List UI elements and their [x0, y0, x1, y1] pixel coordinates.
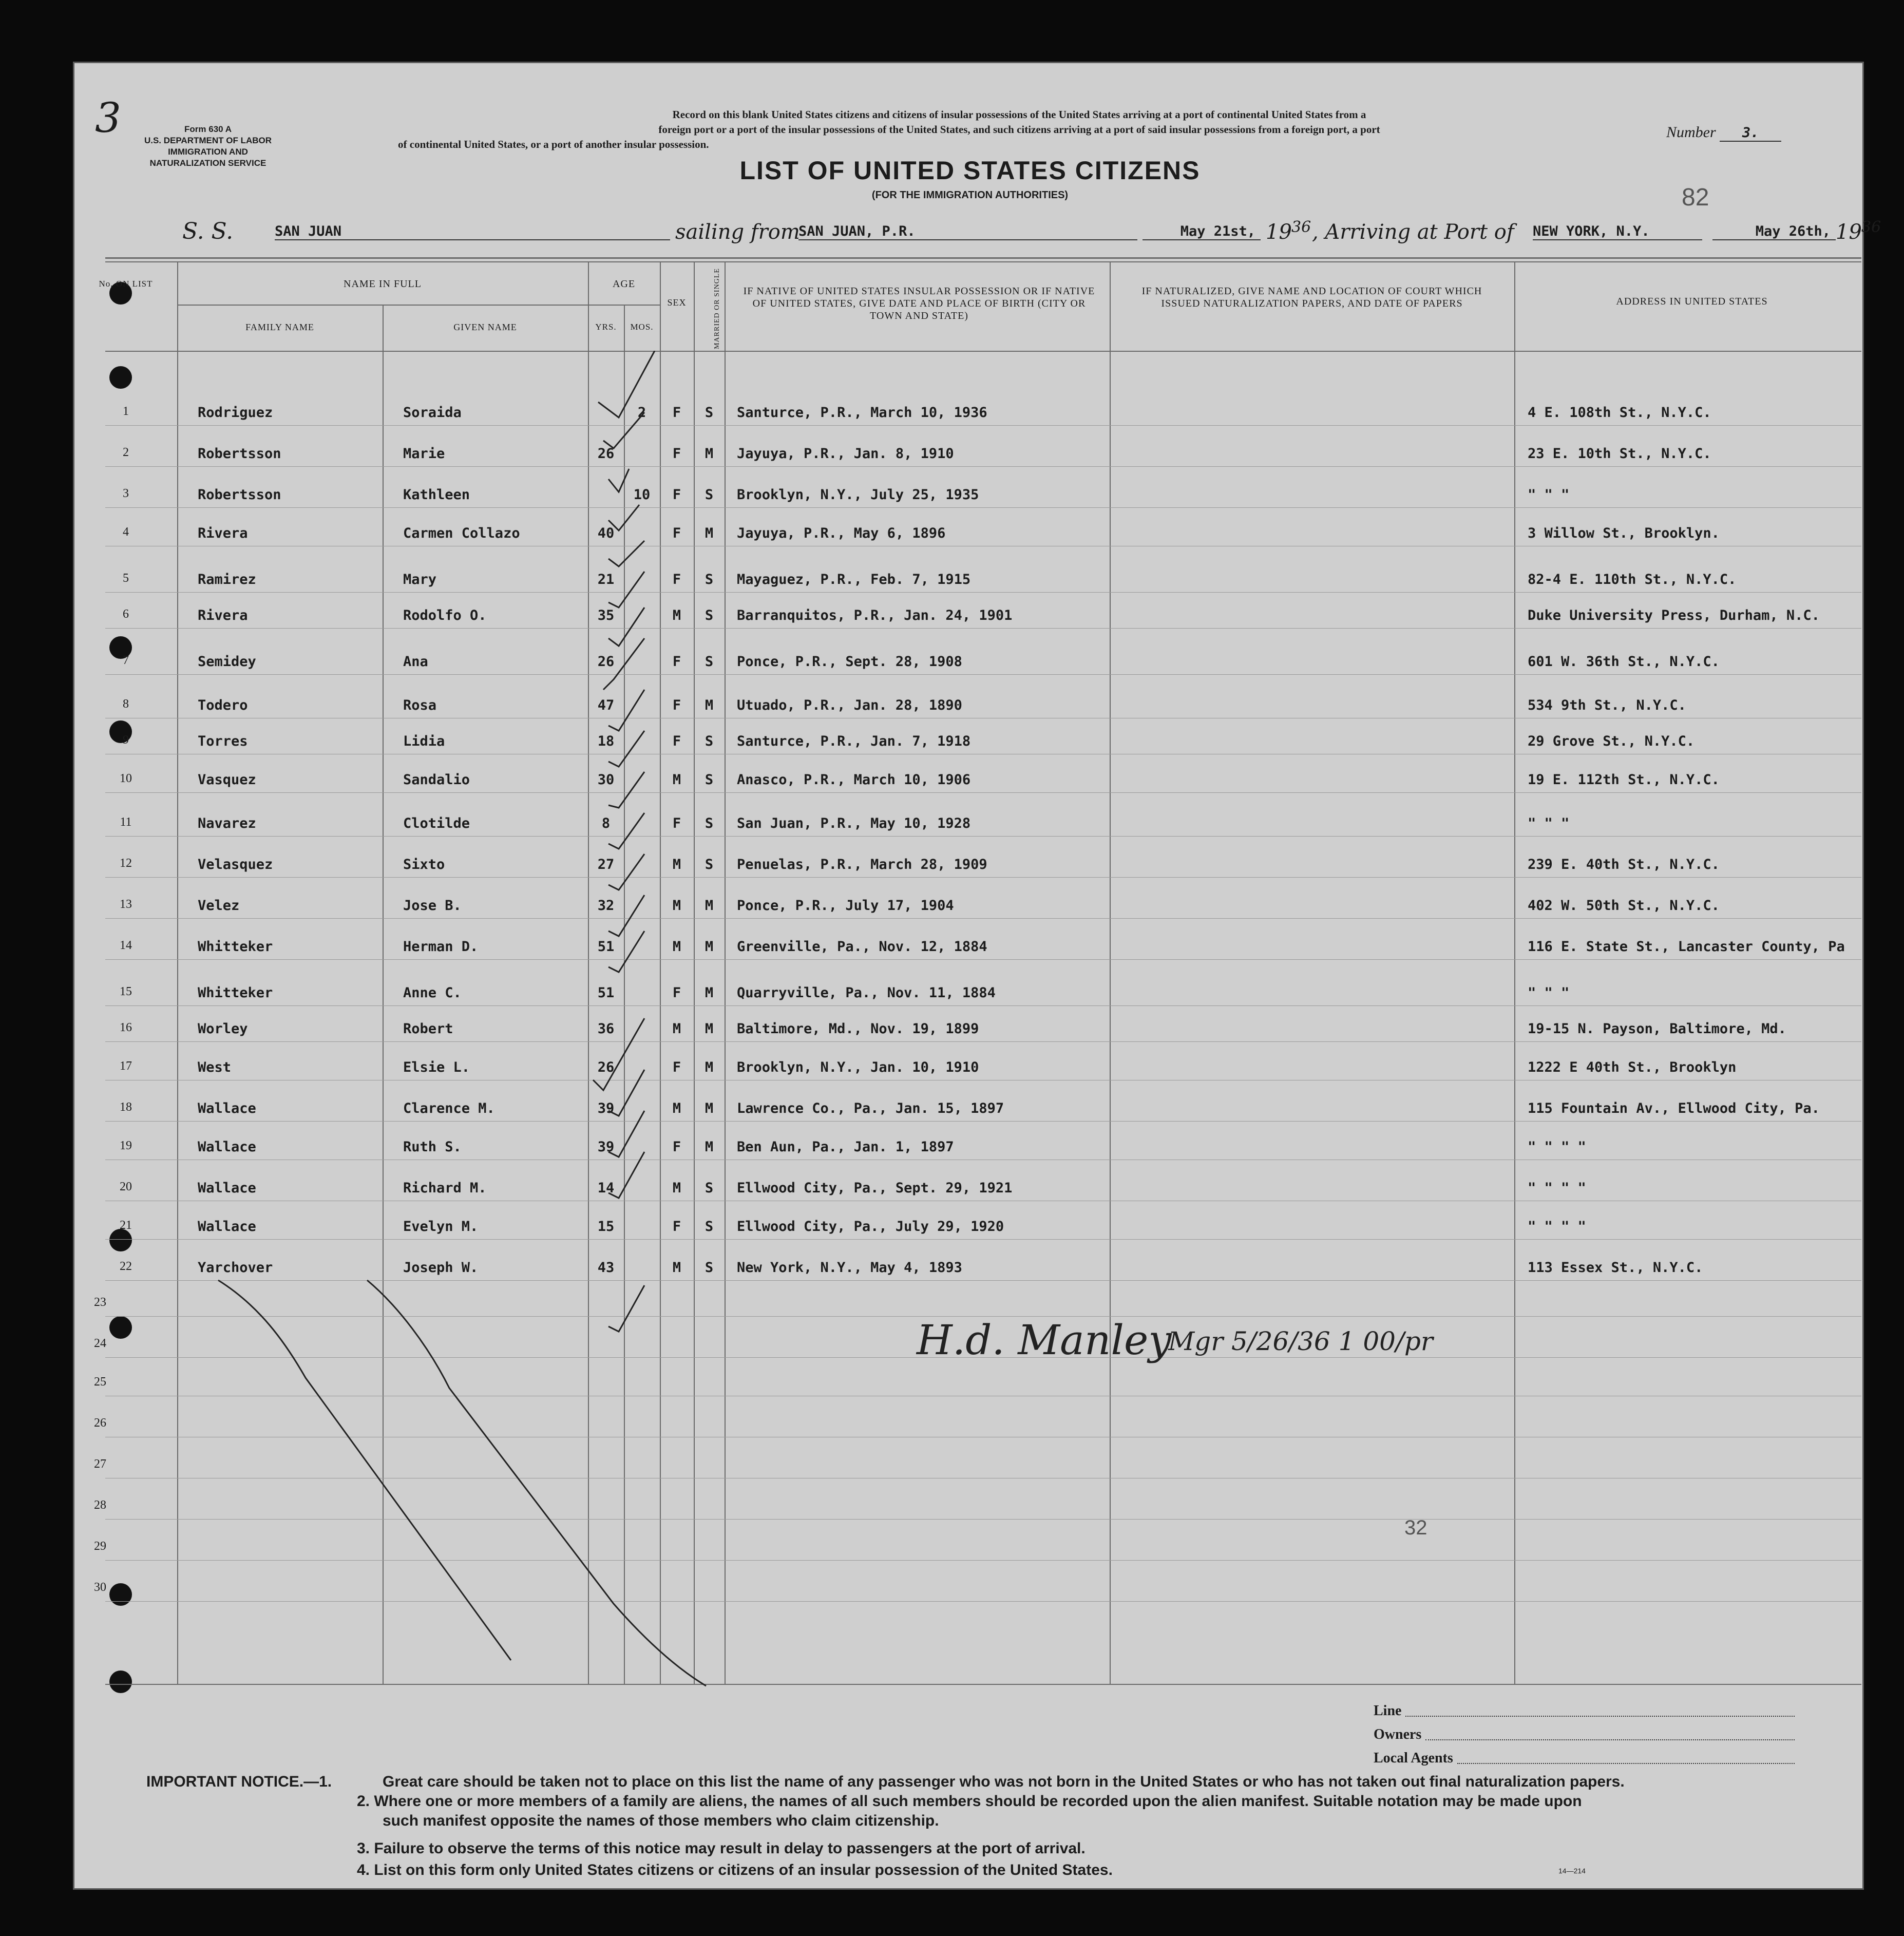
cell-address: " " " " [1528, 1180, 1586, 1196]
cell-yrs: 26 [597, 1059, 615, 1075]
cell-family: Velez [198, 898, 240, 914]
arriving-label: , Arriving at Port of [1312, 220, 1514, 244]
cell-address: 1222 E 40th St., Brooklyn [1528, 1059, 1737, 1075]
cell-yrs: 43 [597, 1260, 615, 1276]
cell-birth: Utuado, P.R., Jan. 28, 1890 [737, 697, 962, 713]
cell-birth: Ellwood City, Pa., Sept. 29, 1921 [737, 1180, 1013, 1196]
cell-address: Duke University Press, Durham, N.C. [1528, 608, 1820, 623]
cell-birth: Ellwood City, Pa., July 29, 1920 [737, 1219, 1004, 1235]
cell-yrs: 51 [597, 985, 615, 1001]
number-label: Number [1666, 124, 1716, 141]
blank-line-number: 29 [94, 1540, 106, 1553]
cell-sex: F [672, 654, 681, 670]
cell-family: Yarchover [198, 1260, 273, 1276]
cell-given: Lidia [403, 733, 445, 749]
cell-birth: Greenville, Pa., Nov. 12, 1884 [737, 939, 987, 955]
cell-yrs: 8 [601, 815, 611, 831]
cell-yrs: 27 [597, 857, 615, 872]
check-mark [608, 608, 644, 646]
cell-given: Soraida [403, 405, 462, 421]
row-rule [105, 1041, 1861, 1042]
cell-no: 21 [120, 1219, 132, 1232]
cell-family: Todero [198, 697, 248, 713]
cell-family: Rivera [198, 525, 248, 541]
cell-given: Joseph W. [403, 1260, 479, 1276]
cell-ms: S [705, 1219, 714, 1235]
header-no: No. ON LIST [99, 279, 153, 289]
cell-sex: F [672, 525, 681, 541]
cell-no: 6 [123, 608, 129, 621]
cell-yrs: 14 [597, 1180, 615, 1196]
cell-ms: S [705, 654, 714, 670]
signature-note: Mgr 5/26/36 1 00/pr [1168, 1326, 1433, 1356]
cell-birth: Ben Aun, Pa., Jan. 1, 1897 [737, 1139, 954, 1155]
cell-yrs: 35 [597, 608, 615, 623]
header-sub-rule [588, 305, 660, 306]
cell-birth: Brooklyn, N.Y., Jan. 10, 1910 [737, 1059, 979, 1075]
cell-given: Rosa [403, 697, 437, 713]
notice-title: IMPORTANT NOTICE.—1. [146, 1773, 332, 1790]
check-mark [608, 1152, 644, 1198]
cell-address: 23 E. 10th St., N.Y.C. [1528, 446, 1711, 462]
cell-birth: Jayuya, P.R., Jan. 8, 1910 [737, 446, 954, 462]
table-top-rule [105, 257, 1861, 259]
header-family-name: FAMILY NAME [245, 322, 314, 332]
cell-no: 7 [123, 654, 129, 667]
row-rule [105, 592, 1861, 593]
cell-family: Wallace [198, 1139, 256, 1155]
cell-ms: M [705, 525, 714, 541]
agent-local-label: Local Agents [1374, 1750, 1453, 1766]
agent-owners-row [1374, 1723, 1795, 1747]
manifest-sheet [73, 62, 1881, 1890]
cell-family: Robertsson [198, 446, 281, 462]
cell-no: 22 [120, 1260, 132, 1273]
cell-no: 4 [123, 525, 129, 539]
cell-given: Carmen Collazo [403, 525, 520, 541]
punch-hole [109, 1671, 132, 1693]
cell-given: Anne C. [403, 985, 462, 1001]
departure-port: SAN JUAN, P.R. [798, 223, 1137, 240]
check-mark [608, 772, 644, 808]
page-title: LIST OF UNITED STATES CITIZENS [739, 156, 1201, 185]
number-value: 3. [1720, 125, 1781, 142]
cell-yrs: 51 [597, 939, 615, 955]
cell-family: Wallace [198, 1219, 256, 1235]
cell-mos: 10 [633, 487, 651, 503]
row-rule [105, 1239, 1861, 1240]
header-birth: IF NATIVE OF UNITED STATES INSULAR POSSESSION OR IF NATIVE OF UNITED STATES, GIVE DATE AND PLACE OF BIRTH (CITY OR TOWN AND STATE) [743, 286, 1095, 321]
header-sub-rule [177, 305, 588, 306]
row-rule [105, 918, 1861, 919]
cell-given: Sandalio [403, 772, 470, 788]
check-mark [603, 638, 644, 690]
cell-yrs: 36 [597, 1021, 615, 1037]
cell-sex: F [672, 697, 681, 713]
check-mark [598, 351, 655, 417]
checkmarks-overlay [588, 351, 742, 1378]
cell-no: 17 [120, 1059, 132, 1073]
page-tally: 32 [1404, 1516, 1427, 1539]
cell-no: 9 [123, 733, 129, 747]
agent-line-label: Line [1374, 1703, 1402, 1719]
cell-family: Navarez [198, 815, 256, 831]
cell-sex: M [672, 608, 681, 623]
cell-birth: Brooklyn, N.Y., July 25, 1935 [737, 487, 979, 503]
cell-ms: S [705, 572, 714, 587]
ship-name: SAN JUAN [275, 223, 670, 240]
cell-family: Semidey [198, 654, 256, 670]
void-line [367, 1280, 706, 1686]
blank-line-number: 26 [94, 1416, 106, 1430]
cell-family: Rodriguez [198, 405, 273, 421]
cell-address: 115 Fountain Av., Ellwood City, Pa. [1528, 1100, 1820, 1116]
check-mark [593, 1018, 644, 1090]
cell-address: " " " [1528, 815, 1570, 831]
cell-sex: M [672, 1260, 681, 1276]
instructions-block [393, 107, 1646, 152]
cell-yrs: 40 [597, 525, 615, 541]
cell-no: 5 [123, 572, 129, 585]
column-rule [1110, 261, 1111, 1685]
row-rule [105, 466, 1861, 467]
cell-sex: M [672, 1100, 681, 1116]
cell-address: " " " " [1528, 1219, 1586, 1235]
form-service-line1: IMMIGRATION AND [168, 147, 248, 157]
cell-family: Robertsson [198, 487, 281, 503]
cell-no: 1 [123, 405, 129, 418]
cell-sex: F [672, 572, 681, 587]
cell-ms: S [705, 857, 714, 872]
departure-year: 36 [1291, 218, 1311, 236]
cell-address: 19-15 N. Payson, Baltimore, Md. [1528, 1021, 1786, 1037]
header-name-in-full: NAME IN FULL [344, 278, 422, 290]
cell-yrs: 15 [597, 1219, 615, 1235]
cell-sex: M [672, 898, 681, 914]
blank-line-number: 28 [94, 1498, 106, 1512]
sailing-label: sailing from [675, 220, 800, 244]
cell-birth: Jayuya, P.R., May 6, 1896 [737, 525, 946, 541]
punch-hole [109, 366, 132, 389]
inspector-signature: H.d. Manley [917, 1316, 1172, 1364]
cell-address: " " " [1528, 985, 1570, 1001]
row-rule [105, 959, 1861, 960]
cell-address: 19 E. 112th St., N.Y.C. [1528, 772, 1720, 788]
cell-family: Worley [198, 1021, 248, 1037]
cell-family: Vasquez [198, 772, 256, 788]
row-rule [105, 507, 1861, 508]
cell-sex: M [672, 939, 681, 955]
cell-given: Marie [403, 446, 445, 462]
cell-birth: Ponce, P.R., Sept. 28, 1908 [737, 654, 962, 670]
cell-sex: F [672, 1219, 681, 1235]
cell-family: Whitteker [198, 985, 273, 1001]
table-top-rule [105, 261, 1861, 262]
number-field [1666, 124, 1781, 142]
cell-no: 2 [123, 446, 129, 459]
row-rule [105, 628, 1861, 629]
cell-birth: Ponce, P.R., July 17, 1904 [737, 898, 954, 914]
header-sex: SEX [667, 297, 687, 308]
cell-family: Ramirez [198, 572, 256, 587]
blank-line-number: 30 [94, 1581, 106, 1594]
cell-no: 11 [120, 815, 132, 829]
cell-given: Evelyn M. [403, 1219, 479, 1235]
header-address: ADDRESS IN UNITED STATES [1616, 296, 1768, 307]
cell-yrs: 18 [597, 733, 615, 749]
agents-block [1374, 1699, 1795, 1770]
row-rule [105, 792, 1861, 793]
year-prefix: 19 [1836, 220, 1862, 244]
cell-address: 116 E. State St., Lancaster County, Pa [1528, 939, 1845, 955]
header-yrs: YRS. [595, 322, 617, 332]
header-bottom-rule [105, 351, 1861, 352]
cell-family: Rivera [198, 608, 248, 623]
cell-birth: New York, N.Y., May 4, 1893 [737, 1260, 962, 1276]
cell-birth: Quarryville, Pa., Nov. 11, 1884 [737, 985, 996, 1001]
departure-date: May 21st, [1143, 223, 1261, 240]
cell-birth: San Juan, P.R., May 10, 1928 [737, 815, 971, 831]
cell-ms: S [705, 608, 714, 623]
cell-address: 4 E. 108th St., N.Y.C. [1528, 405, 1711, 421]
cell-no: 20 [120, 1180, 132, 1193]
notice-item: such manifest opposite the names of those members who claim citizenship. [383, 1812, 939, 1829]
cell-sex: M [672, 1180, 681, 1196]
ss-label: S. S. [182, 218, 234, 244]
cell-address: 29 Grove St., N.Y.C. [1528, 733, 1695, 749]
cell-no: 18 [120, 1100, 132, 1114]
notice-item: 4. List on this form only United States citizens or citizens of an insular possession of the United States. [357, 1862, 1113, 1878]
header-married: MARRIED OR SINGLE [713, 268, 721, 349]
check-mark [608, 1111, 644, 1157]
page-marker: 3 [95, 94, 121, 142]
cell-birth: Anasco, P.R., March 10, 1906 [737, 772, 971, 788]
cell-no: 15 [120, 985, 132, 998]
blank-line-number: 23 [94, 1296, 106, 1309]
check-mark [608, 572, 644, 608]
cell-ms: M [705, 939, 714, 955]
cell-given: Clarence M. [403, 1100, 495, 1116]
cell-address: 239 E. 40th St., N.Y.C. [1528, 857, 1720, 872]
cell-birth: Santurce, P.R., March 10, 1936 [737, 405, 987, 421]
print-code: 14—214 [1558, 1867, 1586, 1875]
punch-hole [109, 1316, 132, 1339]
cell-no: 16 [120, 1021, 132, 1034]
cell-address: 113 Essex St., N.Y.C. [1528, 1260, 1703, 1276]
arrival-year: 36 [1861, 218, 1881, 236]
row-rule [105, 1005, 1861, 1006]
cell-yrs: 30 [597, 772, 615, 788]
cell-sex: F [672, 1059, 681, 1075]
check-mark [608, 690, 644, 731]
cell-no: 10 [120, 772, 132, 785]
row-rule [105, 674, 1861, 675]
cell-given: Elsie L. [403, 1059, 470, 1075]
cell-sex: F [672, 487, 681, 503]
cell-yrs: 26 [597, 654, 615, 670]
void-line [218, 1280, 511, 1660]
header-naturalized: IF NATURALIZED, GIVE NAME AND LOCATION OF COURT WHICH ISSUED NATURALIZATION PAPERS, AND DATE OF PAPERS [1141, 286, 1482, 309]
check-mark [608, 731, 644, 767]
agent-line-row [1374, 1699, 1795, 1723]
blank-line-number: 27 [94, 1457, 106, 1471]
stamp-number: 82 [1682, 184, 1709, 211]
check-mark [608, 1070, 644, 1116]
cell-birth: Lawrence Co., Pa., Jan. 15, 1897 [737, 1100, 1004, 1116]
cell-family: West [198, 1059, 232, 1075]
cell-birth: Barranquitos, P.R., Jan. 24, 1901 [737, 608, 1013, 623]
cell-yrs: 47 [597, 697, 615, 713]
cell-ms: S [705, 405, 714, 421]
page-subtitle: (FOR THE IMMIGRATION AUTHORITIES) [871, 189, 1069, 201]
cell-given: Robert [403, 1021, 453, 1037]
header-age: AGE [612, 278, 636, 290]
cell-ms: M [705, 1100, 714, 1116]
column-rule [177, 261, 178, 1685]
cell-ms: M [705, 1059, 714, 1075]
check-mark [608, 854, 644, 890]
header-given-name: GIVEN NAME [453, 322, 517, 332]
cell-given: Ana [403, 654, 428, 670]
check-mark [608, 895, 644, 936]
agent-local-row [1374, 1747, 1795, 1770]
cell-birth: Santurce, P.R., Jan. 7, 1918 [737, 733, 971, 749]
arrival-date: May 26th, [1712, 223, 1836, 240]
notice-item: 2. Where one or more members of a family are aliens, the names of all such members should be recorded upon the alien manifest. Suitable notation may be made upon [357, 1793, 1582, 1810]
cell-birth: Mayaguez, P.R., Feb. 7, 1915 [737, 572, 971, 587]
cell-address: 3 Willow St., Brooklyn. [1528, 525, 1720, 541]
form-department: U.S. DEPARTMENT OF LABOR [144, 136, 272, 145]
blank-line-number: 24 [94, 1337, 106, 1350]
cell-sex: F [672, 815, 681, 831]
cell-family: Velasquez [198, 857, 273, 872]
check-mark [608, 469, 629, 492]
cell-given: Rodolfo O. [403, 608, 487, 623]
cell-ms: M [705, 1139, 714, 1155]
cell-given: Ruth S. [403, 1139, 462, 1155]
row-rule [105, 836, 1861, 837]
notice-item: Great care should be taken not to place on this list the name of any passenger who was not born in the United States or who has not taken out final naturalization papers. [383, 1773, 1625, 1790]
cell-ms: M [705, 985, 714, 1001]
cell-yrs: 26 [597, 446, 615, 462]
cell-no: 8 [123, 697, 129, 711]
cell-sex: F [672, 405, 681, 421]
agent-owners-label: Owners [1374, 1726, 1422, 1742]
cell-sex: F [672, 985, 681, 1001]
instructions-line: foreign port or a port of the insular possessions of the United States, and such citizens arriving at a port of said insular possessions from a foreign port, a port [658, 123, 1380, 136]
cell-sex: M [672, 1021, 681, 1037]
cell-birth: Penuelas, P.R., March 28, 1909 [737, 857, 987, 872]
cell-no: 13 [120, 898, 132, 911]
cell-ms: M [705, 697, 714, 713]
cell-given: Jose B. [403, 898, 462, 914]
cell-given: Herman D. [403, 939, 479, 955]
cell-yrs: 39 [597, 1100, 615, 1116]
blank-line-number: 25 [94, 1375, 106, 1389]
cell-sex: F [672, 733, 681, 749]
cell-address: 402 W. 50th St., N.Y.C. [1528, 898, 1720, 914]
cell-family: Wallace [198, 1100, 256, 1116]
cell-ms: M [705, 1021, 714, 1037]
cell-ms: M [705, 446, 714, 462]
cell-address: " " " [1528, 487, 1570, 503]
check-mark [608, 505, 639, 530]
cell-family: Torres [198, 733, 248, 749]
check-mark [608, 813, 644, 849]
cell-family: Wallace [198, 1180, 256, 1196]
cell-ms: S [705, 815, 714, 831]
cell-ms: S [705, 487, 714, 503]
void-lines-overlay [203, 1275, 819, 1696]
check-mark [603, 412, 644, 448]
header-mos: MOS. [630, 322, 654, 332]
form-service-line2: NATURALIZATION SERVICE [149, 158, 266, 168]
cell-birth: Baltimore, Md., Nov. 19, 1899 [737, 1021, 979, 1037]
cell-given: Clotilde [403, 815, 470, 831]
year-prefix: 19 [1266, 220, 1292, 244]
cell-yrs: 39 [597, 1139, 615, 1155]
cell-ms: S [705, 772, 714, 788]
arrival-port: NEW YORK, N.Y. [1533, 223, 1702, 240]
check-mark [608, 541, 644, 566]
cell-given: Sixto [403, 857, 445, 872]
cell-family: Whitteker [198, 939, 273, 955]
cell-ms: S [705, 733, 714, 749]
form-number: Form 630 A [184, 124, 232, 134]
column-rule [1514, 261, 1515, 1685]
cell-no: 19 [120, 1139, 132, 1152]
row-rule [105, 1121, 1861, 1122]
row-rule [105, 425, 1861, 426]
cell-yrs: 21 [597, 572, 615, 587]
cell-given: Kathleen [403, 487, 470, 503]
cell-no: 14 [120, 939, 132, 952]
notice-item: 3. Failure to observe the terms of this notice may result in delay to passengers at the port of arrival. [357, 1840, 1086, 1857]
cell-sex: F [672, 1139, 681, 1155]
cell-no: 12 [120, 857, 132, 870]
instructions-line: of continental United States, or a port of another insular possession. [398, 138, 709, 150]
voyage-line [182, 218, 1881, 244]
cell-address: 601 W. 36th St., N.Y.C. [1528, 654, 1720, 670]
cell-ms: M [705, 898, 714, 914]
check-mark [608, 931, 644, 972]
cell-sex: M [672, 772, 681, 788]
cell-address: " " " " [1528, 1139, 1586, 1155]
cell-ms: S [705, 1260, 714, 1276]
cell-address: 534 9th St., N.Y.C. [1528, 697, 1686, 713]
instructions-line: Record on this blank United States citizens and citizens of insular possessions of the United States arriving at a port of continental United States from a [672, 108, 1366, 121]
cell-address: 82-4 E. 110th St., N.Y.C. [1528, 572, 1737, 587]
cell-no: 3 [123, 487, 129, 500]
cell-sex: F [672, 446, 681, 462]
cell-ms: S [705, 1180, 714, 1196]
cell-yrs: 32 [597, 898, 615, 914]
cell-mos: 2 [637, 405, 646, 421]
cell-given: Mary [403, 572, 437, 587]
cell-given: Richard M. [403, 1180, 487, 1196]
row-rule [105, 877, 1861, 878]
cell-sex: M [672, 857, 681, 872]
